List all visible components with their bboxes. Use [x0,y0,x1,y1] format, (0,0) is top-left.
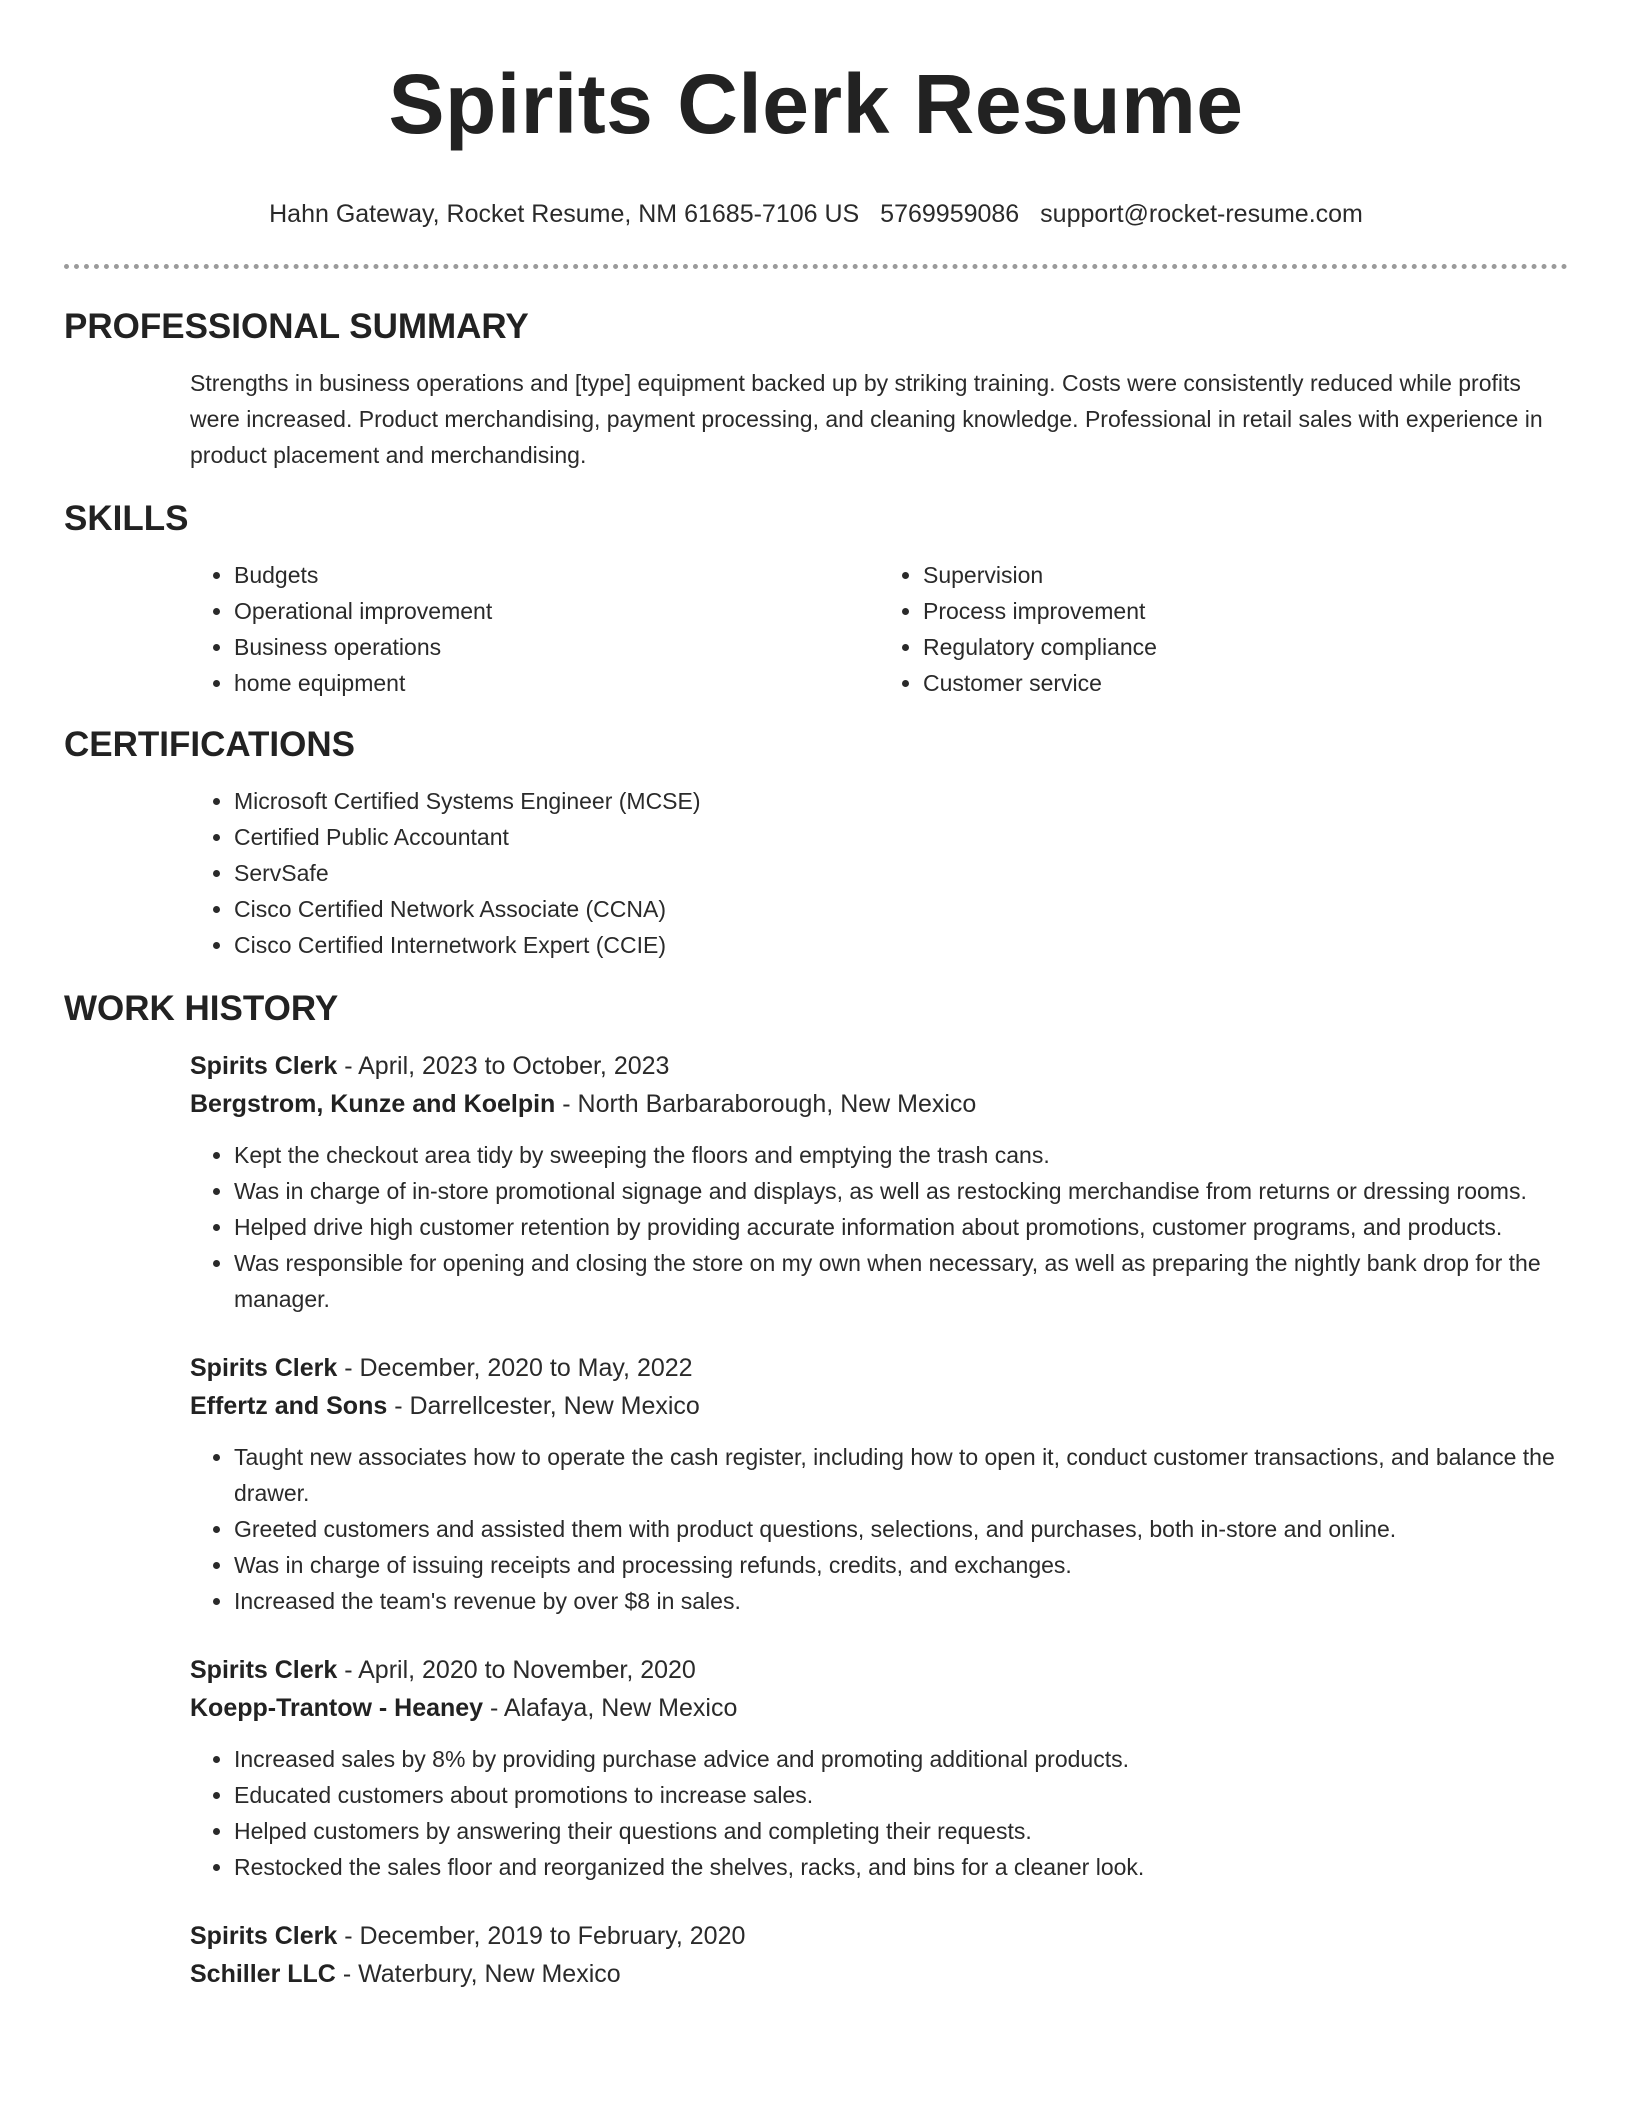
job-title-line [190,1651,1568,1689]
summary-text: Strengths in business operations and [type] equipment backed up by striking training. Costs were consistently reduced while profits were increased. Product merchandising, payment processing, and cleaning knowledge. Professional in retail sales with experience in product placement and merchandising. [190,370,1543,468]
job-bullets [190,1741,1568,1885]
summary-body [190,365,1568,473]
skill-item: • Regulatory compliance [923,629,1568,665]
job-company: Effertz and Sons [190,1392,388,1420]
job-entry [190,1349,1568,1619]
job-entry [190,1651,1568,1885]
skills-list-left [190,557,879,701]
job-location: - Darrellcester, New Mexico [387,1392,700,1420]
job-bullet: • Was in charge of issuing receipts and processing refunds, credits, and exchanges. [234,1547,1568,1583]
job-bullet: • Increased the team's revenue by over $8 in sales. [234,1583,1568,1619]
job-entry [190,1047,1568,1317]
job-dates: - April, 2020 to November, 2020 [337,1656,696,1684]
skill-item: • Process improvement [923,593,1568,629]
certification-item: • Cisco Certified Network Associate (CCNA) [234,891,1568,927]
job-role: Spirits Clerk [190,1656,338,1684]
work-history-heading: WORK HISTORY [64,989,339,1028]
job-bullets [190,1439,1568,1619]
job-bullet: • Was in charge of in-store promotional signage and displays, as well as restocking merchandise from returns or dressing rooms. [234,1173,1568,1209]
job-company-line [190,1085,1568,1123]
job-dates: - December, 2019 to February, 2020 [337,1922,746,1950]
job-bullet: • Increased sales by 8% by providing purchase advice and promoting additional products. [234,1741,1568,1777]
skill-item: • Business operations [234,629,879,665]
job-bullet: • Greeted customers and assisted them with product questions, selections, and purchases, both in-store and online. [234,1511,1568,1547]
job-bullet: • Helped drive high customer retention by providing accurate information about promotions, customer programs, and products. [234,1209,1568,1245]
skill-item: • Operational improvement [234,593,879,629]
job-bullet: • Helped customers by answering their questions and completing their requests. [234,1813,1568,1849]
skills-section [64,497,1568,701]
job-bullets [190,1137,1568,1317]
job-title-line [190,1917,1568,1955]
job-company: Koepp-Trantow - Heaney [190,1694,484,1722]
skills-grid [190,557,1568,701]
job-role: Spirits Clerk [190,1354,338,1382]
header-divider [64,264,1568,269]
certification-item: • Microsoft Certified Systems Engineer (MCSE) [234,783,1568,819]
certifications-list [190,783,1568,963]
skills-heading: SKILLS [64,499,189,538]
job-company: Schiller LLC [190,1960,336,1988]
job-bullet: • Was responsible for opening and closing the store on my own when necessary, as well as preparing the nightly bank drop for the manager. [234,1245,1568,1317]
certification-item: • Cisco Certified Internetwork Expert (CCIE) [234,927,1568,963]
job-title-line [190,1349,1568,1387]
summary-section [64,305,1568,473]
certifications-section [64,723,1568,963]
certifications-heading: CERTIFICATIONS [64,725,356,764]
skills-list-right [879,557,1568,701]
job-bullet: • Kept the checkout area tidy by sweeping the floors and emptying the trash cans. [234,1137,1568,1173]
job-dates: - April, 2023 to October, 2023 [337,1052,670,1080]
skill-item: • Customer service [923,665,1568,701]
job-role: Spirits Clerk [190,1922,338,1950]
certification-item: • ServSafe [234,855,1568,891]
job-title-line [190,1047,1568,1085]
job-company-line [190,1955,1568,1993]
certification-item: • Certified Public Accountant [234,819,1568,855]
work-history-section [64,987,1568,1993]
job-company: Bergstrom, Kunze and Koelpin [190,1090,556,1118]
contact-line [64,198,1568,230]
job-dates: - December, 2020 to May, 2022 [337,1354,693,1382]
job-bullet: • Taught new associates how to operate the cash register, including how to open it, conduct customer transactions, and balance the drawer. [234,1439,1568,1511]
skill-item: • Budgets [234,557,879,593]
job-bullet: • Restocked the sales floor and reorganized the shelves, racks, and bins for a cleaner look. [234,1849,1568,1885]
contact-phone: 5769959086 [880,200,1020,228]
contact-email: support@rocket-resume.com [1040,200,1363,228]
resume-title: Spirits Clerk Resume [388,57,1244,151]
job-entry [190,1917,1568,1993]
certifications-body [190,783,1568,963]
job-location: - Alafaya, New Mexico [483,1694,738,1722]
skill-item: • Supervision [923,557,1568,593]
skill-item: • home equipment [234,665,879,701]
job-role: Spirits Clerk [190,1052,338,1080]
job-bullet: • Educated customers about promotions to increase sales. [234,1777,1568,1813]
contact-address: Hahn Gateway, Rocket Resume, NM 61685-7106 US [269,200,860,228]
summary-heading: PROFESSIONAL SUMMARY [64,307,529,346]
job-location: - North Barbaraborough, New Mexico [555,1090,977,1118]
job-company-line [190,1689,1568,1727]
resume-page [64,0,1568,1993]
job-company-line [190,1387,1568,1425]
job-location: - Waterbury, New Mexico [335,1960,621,1988]
